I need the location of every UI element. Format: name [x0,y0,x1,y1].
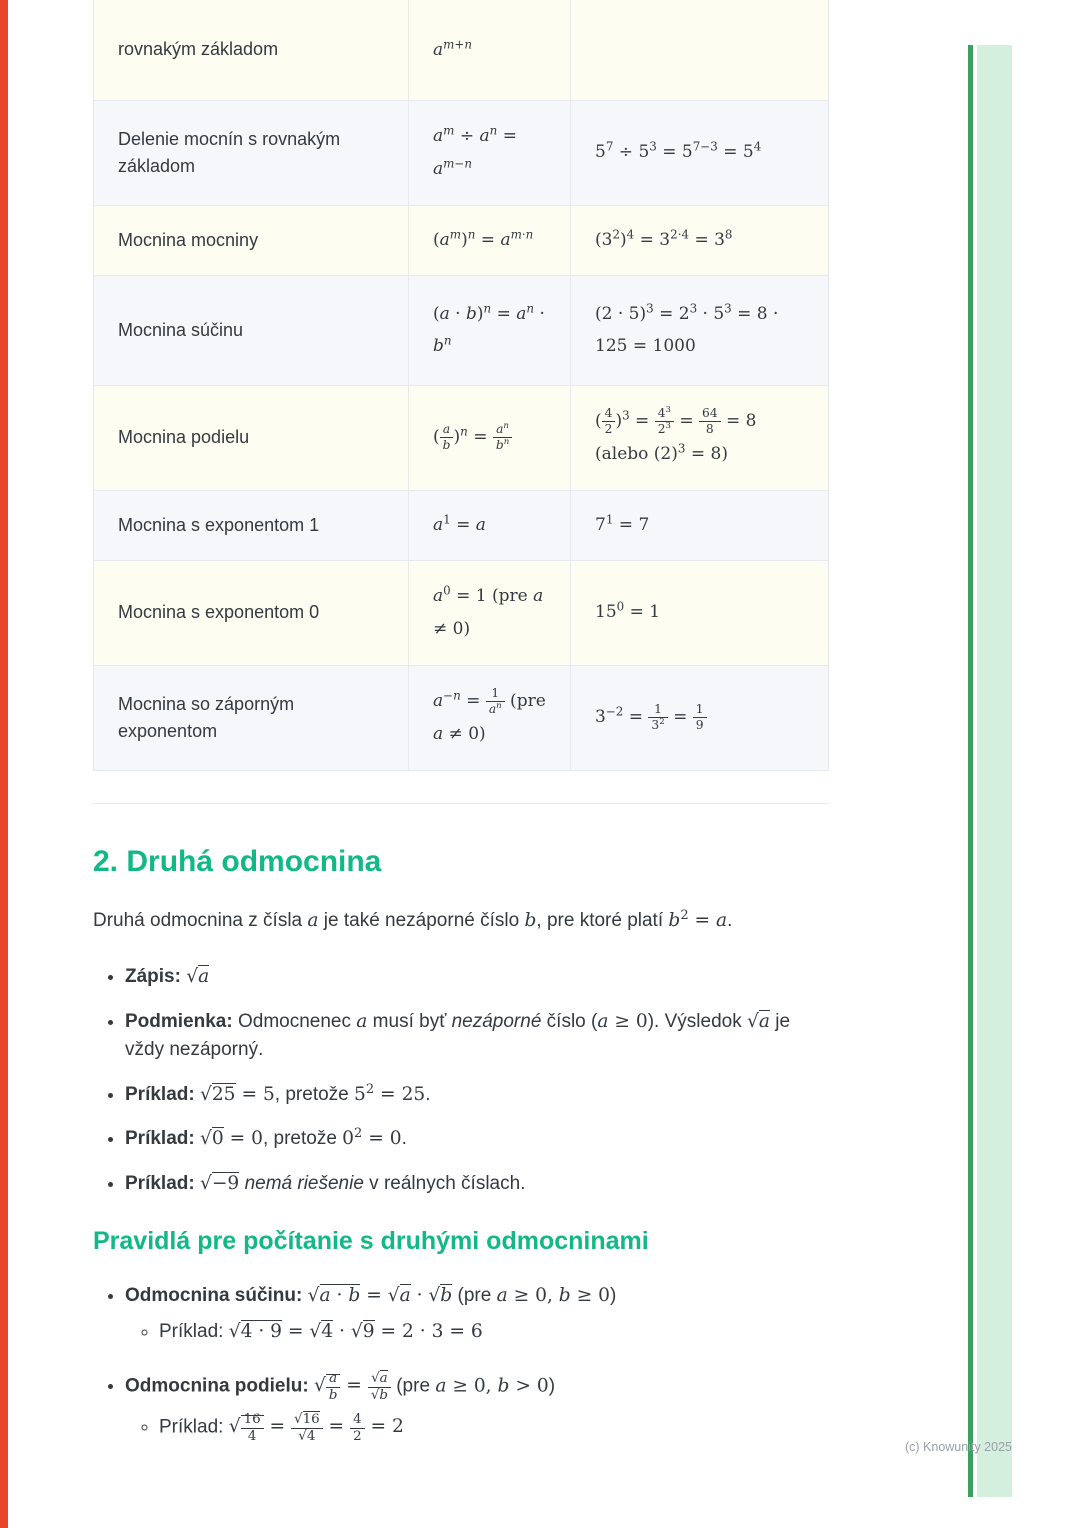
rule-formula-cell: $a^0 = 1$ (pre a ≠ 0) [409,560,571,665]
bullet-priklad-neg9: • Príklad: √−9 nemá riešenie v reálnych číslach. [125,1170,828,1199]
green-edge-band [977,45,1012,1497]
rule-example-cell: $7^1 = 7$ [571,490,829,560]
rule-formula-cell: $a^m \div a^n = a^{m-n}$ [409,100,571,205]
rule-example-cell: $(2 \cdot 5)^3 = 2^3 \cdot 5^3 = 8 \cdot 125 = 1000$ [571,275,829,385]
bullet-podmienka: • Podmienka: Odmocnenec a musí byť nezáporné číslo (a ≥ 0). Výsledok √a je vždy nezáporný. [125,1008,828,1065]
rule-name-cell: Delenie mocnín s rovnakým základom [94,100,409,205]
table-row [94,385,829,490]
rule-item-quotient [125,1371,828,1445]
rule-sub-list [125,1412,828,1445]
rule-name-cell: Mocnina podielu [94,385,409,490]
rule-formula-cell: $(a \cdot b)^n = a^n \cdot b^n$ [409,275,571,385]
rule-sub-list [125,1318,828,1347]
table-row [94,560,829,665]
table-row [94,0,829,100]
table-row [94,205,829,275]
red-edge-stripe [0,0,8,1528]
bullet-priklad-0: • Príklad: √0 = 0, pretože $0^2 = 0$. [125,1125,828,1154]
bullet-priklad-25: • Príklad: √25 = 5, pretože $5^2 = 25$. [125,1081,828,1110]
rule-example-cell: ( $\frac{4}{2}$ )$^3$ = $\frac{4^3}{2^3}$ = $\frac{64}{8}$ = 8 (alebo $(2)^3 = 8$) [571,385,829,490]
rule-text: Odmocnina súčinu: √a · b = √a · √b (pre a ≥ 0, b ≥ 0) [125,1284,617,1306]
rule-name-cell: Mocnina s exponentom 1 [94,490,409,560]
subsection-heading: Pravidlá pre počítanie s druhými odmocninami [93,1227,649,1256]
rule-formula-cell: ( $\frac{a}{b}$ )$^n$ = $\frac{a^n}{b^n}$ [409,385,571,490]
copyright: (c) Knowunity 2025 [904,1440,1012,1454]
rule-formula-cell: $a^1 = a$ [409,490,571,560]
rule-formula-cell: $a^{m+n}$ [409,0,571,100]
green-edge-line [968,45,973,1497]
rule-name-cell: rovnakým základom [94,0,409,100]
rule-name-cell: Mocnina súčinu [94,275,409,385]
table-row [94,665,829,770]
table-row [94,100,829,205]
rule-example: ◦ Príklad: √4 · 9 = √4 · √9 = 2 · 3 = 6 [159,1318,828,1347]
rule-example-cell: $5^7 \div 5^3 = 5^{7-3} = 5^4$ [571,100,829,205]
section-intro: Druhá odmocnina z čísla a je také nezáporné číslo b, pre ktoré platí $b^2 = a$. [93,907,733,931]
definition-bullet-list [93,963,828,1198]
section-divider [93,803,828,804]
page-content [93,0,828,1469]
bullet-zapis: • Zápis: √a [125,963,828,992]
rule-example: ◦ Príklad: √ $\frac{16}{4}$ = $\frac{√16}{√4}$ = $\frac{4}{2}$ = 2 [159,1412,828,1445]
rule-item-product [125,1282,828,1347]
rule-example-cell: $15^0 = 1$ [571,560,829,665]
rule-formula-cell: $(a^m)^n = a^{m\cdot n}$ [409,205,571,275]
rule-formula-cell: $a^{-n}$ = $\frac{1}{a^n}$ (pre a ≠ 0) [409,665,571,770]
rule-name-cell: Mocnina mocniny [94,205,409,275]
rule-text: Odmocnina podielu: √ $\frac{a}{b}$ = $\frac{√a}{√b}$ (pre a ≥ 0, b > 0) [125,1370,556,1403]
rule-name-cell: Mocnina so záporným exponentom [94,665,409,770]
section-heading: 2. Druhá odmocnina [93,844,382,878]
table-row [94,490,829,560]
rule-example-cell [571,0,829,100]
rules-bullet-list [93,1282,828,1445]
table-row [94,275,829,385]
rule-example-cell: $3^{-2}$ = $\frac{1}{3^2}$ = $\frac{1}{9}$ [571,665,829,770]
rule-example-cell: $(3^2)^4 = 3^{2\cdot 4} = 3^8$ [571,205,829,275]
powers-rules-table [93,0,829,771]
rule-name-cell: Mocnina s exponentom 0 [94,560,409,665]
